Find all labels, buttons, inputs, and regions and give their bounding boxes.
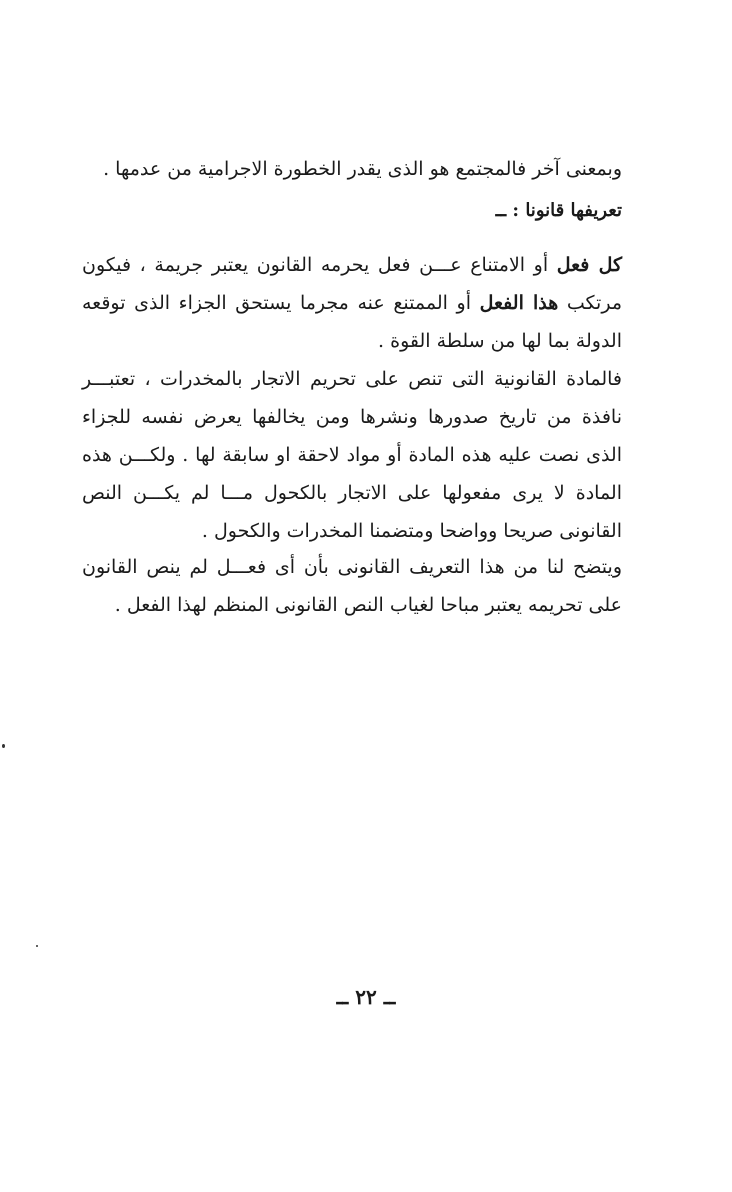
scan-speck: [2, 744, 5, 748]
intro-paragraph: وبمعنى آخر فالمجتمع هو الذى يقدر الخطورة الاجرامية من عدمها .: [103, 158, 622, 180]
page-number: ــ ٢٢ ــ: [336, 985, 396, 1009]
paragraph-definition-bold: هذا الفعل: [479, 292, 559, 314]
section-heading: تعريفها قانونا : ــ: [495, 200, 622, 221]
paragraph-definition-lead: كل فعل: [556, 254, 623, 276]
paragraph-drugs-law: فالمادة القانونية التى تنص على تحريم الاتجار بالمخدرات ، تعتبـــر نافذة من تاريخ صدورها ونشرها ومن يخالفها يعرض نفسه للجزاء الذى نصت عليه هذه المادة أو مواد لاحقة او سابقة لها . ولكـــن هذه المادة لا يرى مفعولها على الاتجار بالكحول مـــا لم يكـــن النص القانونى صريحا وواضحا ومتضمنا المخدرات والكحول .: [82, 368, 622, 542]
paragraph-conclusion: ويتضح لنا من هذا التعريف القانونى بأن أى فعـــل لم ينص القانون على تحريمه يعتبر مباحا لغياب النص القانونى المنظم لهذا الفعل .: [82, 556, 622, 616]
paragraph-definition: [82, 246, 622, 360]
paragraph-definition-part2: أو الممتنع عنه مجرما يستحق الجزاء الذى توقعه الدولة بما لها من سلطة القوة .: [82, 292, 622, 352]
scan-speck: [36, 945, 38, 947]
paragraph-definition-part1: أو الامتناع عـــن فعل يحرمه القانون يعتبر جريمة ، فيكون مرتكب: [82, 254, 622, 314]
